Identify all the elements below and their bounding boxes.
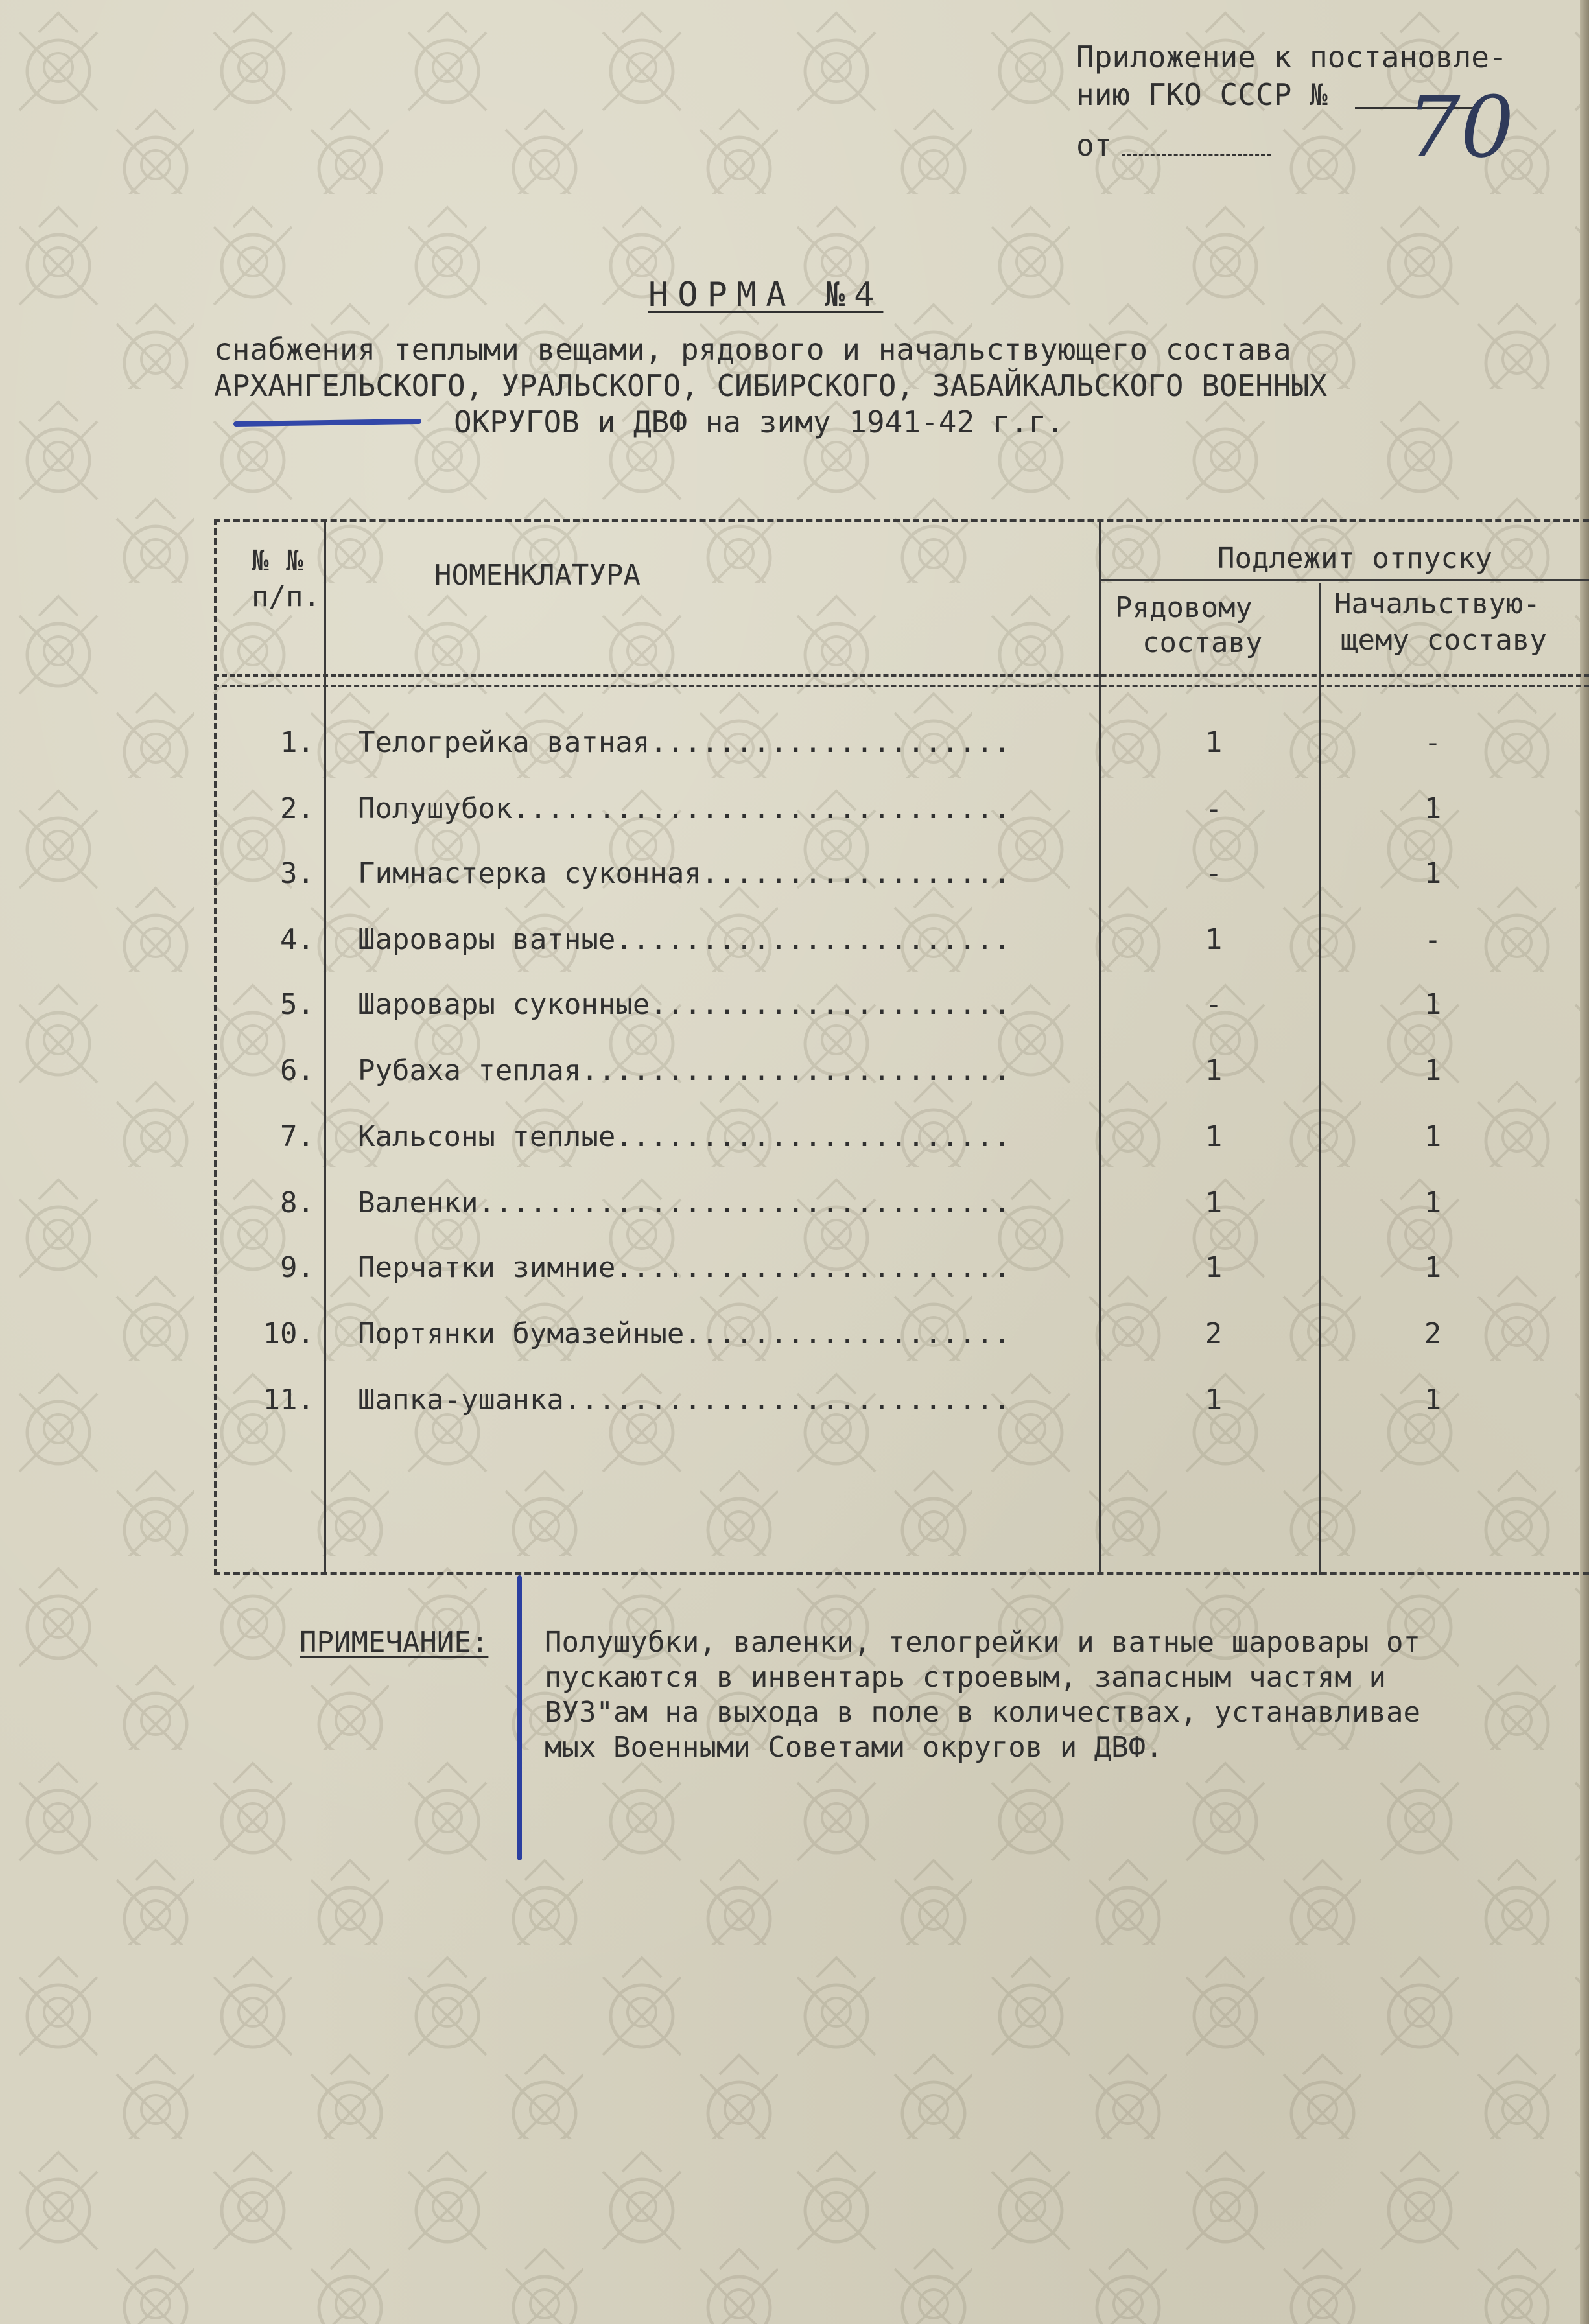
- row-command-qty: 1: [1424, 1251, 1442, 1284]
- row-command-qty: 1: [1424, 988, 1442, 1021]
- row-rank-qty: 1: [1205, 726, 1223, 759]
- row-item-name: Портянки бумазейные...................: [358, 1317, 1011, 1350]
- row-rank-qty: 1: [1205, 1251, 1223, 1284]
- row-rank-qty: -: [1205, 988, 1223, 1021]
- blue-pencil-margin-line: [517, 1575, 522, 1860]
- subtitle-line-3: ОКРУГОВ и ДВФ на зиму 1941-42 г.г.: [454, 405, 1065, 440]
- row-rank-qty: -: [1205, 857, 1223, 890]
- subtitle-line-1: снабжения теплыми вещами, рядового и начальствующего состава: [214, 332, 1291, 367]
- header-command-line-2: щему составу: [1341, 624, 1547, 657]
- row-command-qty: 1: [1424, 792, 1442, 825]
- row-item-name: Шаровары суконные.....................: [358, 988, 1011, 1021]
- row-item-name: Телогрейка ватная.....................: [358, 726, 1011, 759]
- row-rank-qty: 1: [1205, 1383, 1223, 1416]
- row-command-qty: 1: [1424, 1054, 1442, 1087]
- row-command-qty: 1: [1424, 1186, 1442, 1219]
- row-item-name: Полушубок.............................: [358, 792, 1011, 825]
- row-number: 9.: [280, 1251, 314, 1284]
- supply-table: [214, 519, 1589, 1575]
- table-divider-name: [1099, 519, 1101, 1575]
- row-number: 5.: [280, 988, 314, 1021]
- note-line-2: пускаются в инвентарь строевым, запасным частям и: [545, 1661, 1387, 1694]
- table-header-rule: [214, 674, 1589, 677]
- header-num-line-2: п/п.: [252, 580, 320, 613]
- header-subject-to-issue: Подлежит отпуску: [1218, 542, 1492, 575]
- row-number: 2.: [280, 792, 314, 825]
- row-rank-qty: 1: [1205, 923, 1223, 956]
- handwritten-number: 70: [1407, 78, 1514, 176]
- header-rank-line-1: Рядовому: [1115, 591, 1253, 624]
- row-rank-qty: 1: [1205, 1054, 1223, 1087]
- row-item-name: Валенки...............................: [358, 1186, 1011, 1219]
- appendix-line-2: нию ГКО СССР №: [1076, 77, 1328, 112]
- row-number: 3.: [280, 857, 314, 890]
- row-rank-qty: 1: [1205, 1186, 1223, 1219]
- row-item-name: Перчатки зимние.......................: [358, 1251, 1011, 1284]
- row-rank-qty: 1: [1205, 1120, 1223, 1153]
- row-number: 6.: [280, 1054, 314, 1087]
- table-group-underline: [1099, 579, 1589, 581]
- row-number: 1.: [280, 726, 314, 759]
- row-number: 7.: [280, 1120, 314, 1153]
- document-title: НОРМА №4: [648, 276, 884, 314]
- appendix-date-blank: [1122, 154, 1271, 156]
- row-item-name: Шаровары ватные.......................: [358, 923, 1011, 956]
- row-command-qty: 1: [1424, 857, 1442, 890]
- row-item-name: Шапка-ушанка..........................: [358, 1383, 1011, 1416]
- row-item-name: Кальсоны теплые.......................: [358, 1120, 1011, 1153]
- row-item-name: Гимнастерка суконная..................: [358, 857, 1011, 890]
- row-number: 4.: [280, 923, 314, 956]
- row-command-qty: 1: [1424, 1120, 1442, 1153]
- appendix-line-1: Приложение к постановле-: [1076, 40, 1507, 75]
- header-command-line-1: Начальствую-: [1334, 587, 1540, 620]
- row-number: 8.: [280, 1186, 314, 1219]
- note-line-1: Полушубки, валенки, телогрейки и ватные шаровары от: [545, 1626, 1421, 1659]
- row-command-qty: -: [1424, 923, 1442, 956]
- appendix-line-3: от: [1076, 128, 1112, 163]
- header-num-line-1: № №: [252, 545, 303, 578]
- subtitle-line-2: АРХАНГЕЛЬСКОГО, УРАЛЬСКОГО, СИБИРСКОГО, ЗАБАЙКАЛЬСКОГО ВОЕННЫХ: [214, 368, 1328, 403]
- row-item-name: Рубаха теплая.........................: [358, 1054, 1011, 1087]
- table-divider-cols: [1319, 583, 1321, 1575]
- row-number: 10.: [263, 1317, 314, 1350]
- row-command-qty: 1: [1424, 1383, 1442, 1416]
- row-command-qty: -: [1424, 726, 1442, 759]
- row-rank-qty: 2: [1205, 1317, 1223, 1350]
- row-command-qty: 2: [1424, 1317, 1442, 1350]
- header-rank-line-2: составу: [1142, 626, 1263, 659]
- table-header-rule-2: [214, 685, 1589, 687]
- row-number: 11.: [263, 1383, 314, 1416]
- note-label: ПРИМЕЧАНИЕ:: [300, 1626, 489, 1659]
- note-line-3: ВУЗ"ам на выхода в поле в количествах, устанавливае: [545, 1696, 1421, 1729]
- header-nomenclature: НОМЕНКЛАТУРА: [434, 559, 641, 592]
- note-line-4: мых Военными Советами округов и ДВФ.: [545, 1731, 1163, 1764]
- table-divider-num: [324, 519, 326, 1575]
- row-rank-qty: -: [1205, 792, 1223, 825]
